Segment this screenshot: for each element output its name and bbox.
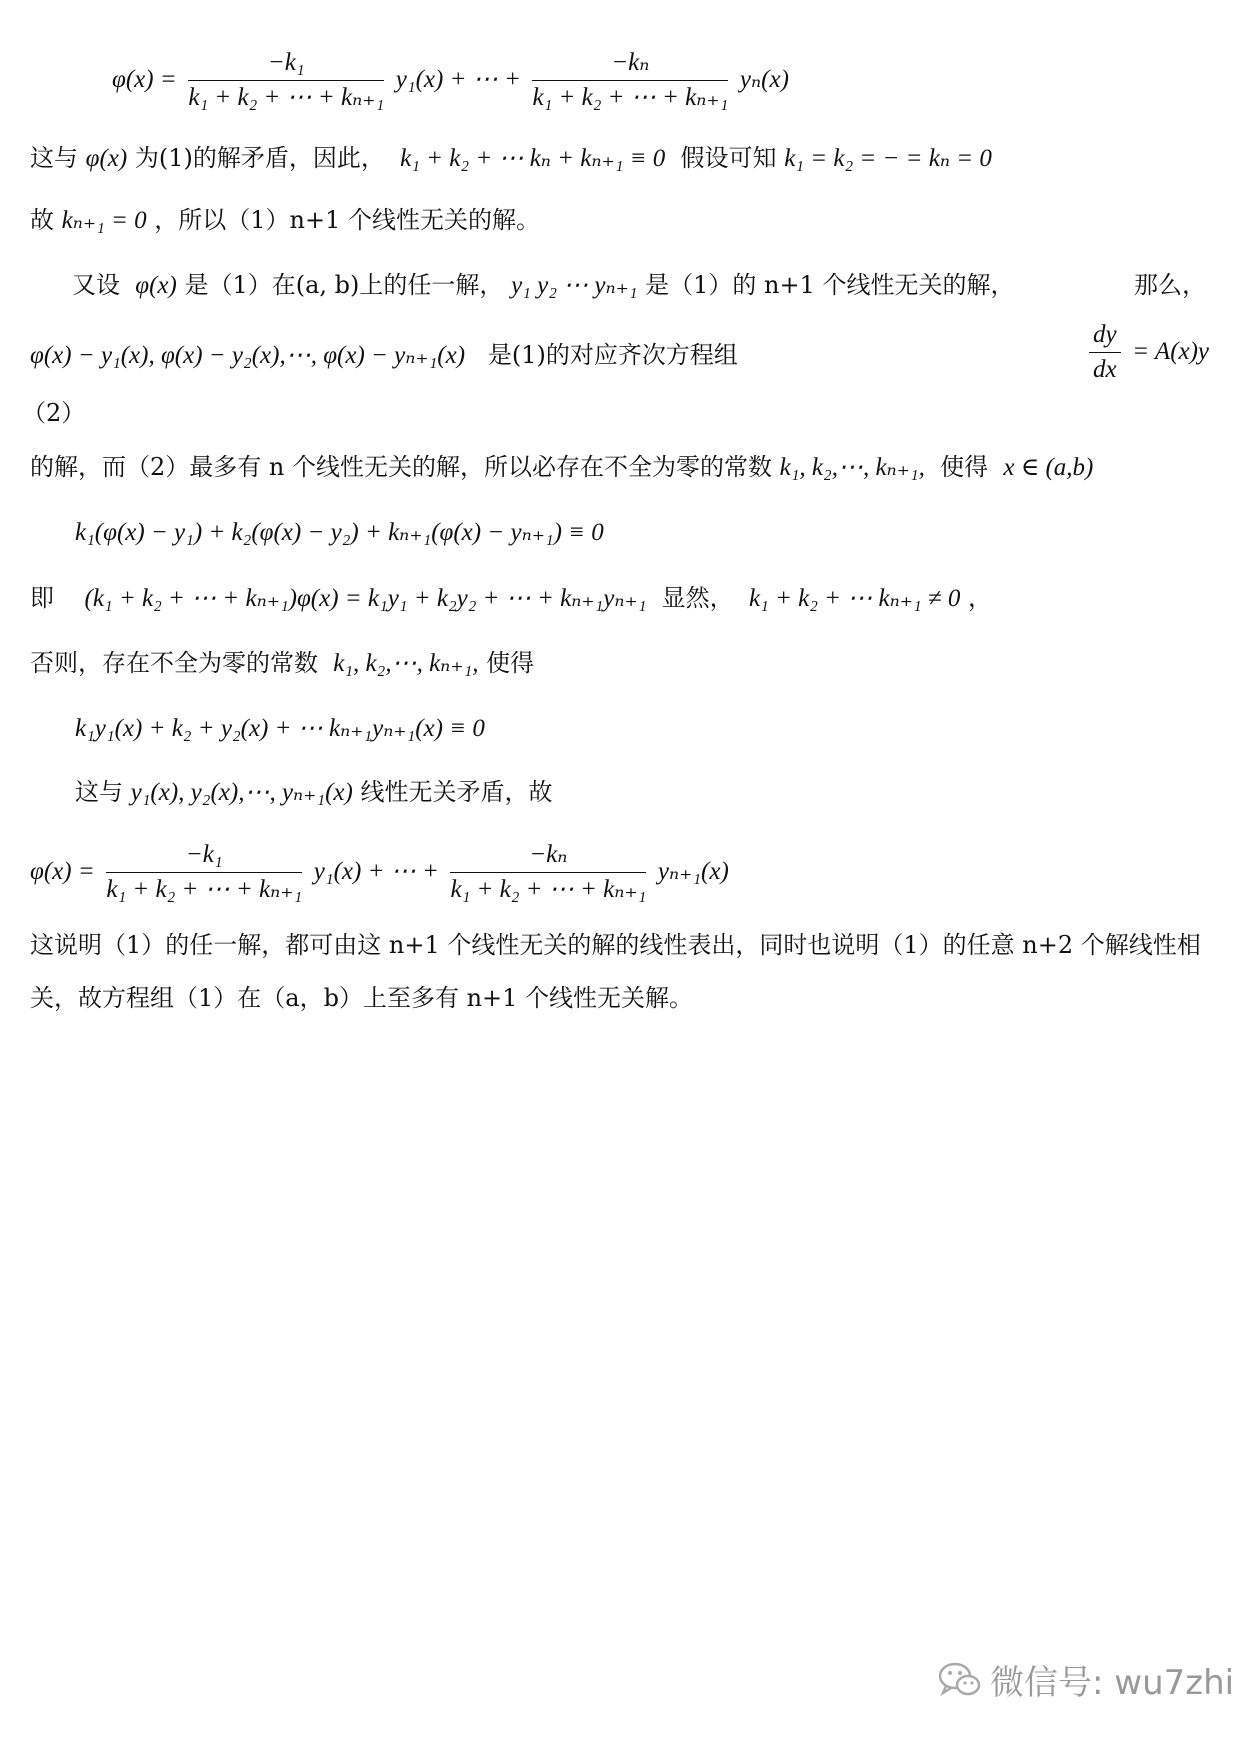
fraction-denominator: k₁ + k₂ + ⋯ + kₙ₊₁	[188, 84, 385, 111]
math: (k₁ + k₂ + ⋯ + kₙ₊₁)φ(x) = k₁y₁ + k₂y₂ + ⋯ + kₙ₊₁yₙ₊₁	[84, 585, 647, 612]
paragraph-line	[30, 340, 738, 371]
paragraph-line	[30, 583, 992, 614]
text: ，所以（1）n+1 个线性无关的解。	[154, 206, 541, 234]
paragraph-line	[30, 648, 534, 679]
math: φ(x)	[85, 145, 128, 172]
text: 线性无关矛盾，故	[360, 778, 553, 806]
fraction	[532, 48, 728, 113]
text: （2）	[22, 399, 86, 427]
text: 即	[30, 584, 54, 612]
math: kₙ₊₁ = 0	[61, 207, 147, 234]
paragraph-line	[30, 205, 540, 236]
paragraph-line	[22, 398, 85, 428]
equation-bottom	[30, 840, 729, 905]
fraction	[450, 840, 646, 905]
watermark	[938, 1655, 1234, 1704]
text: 那么，	[1134, 271, 1206, 299]
text: 使得	[486, 649, 535, 677]
fraction	[1089, 320, 1121, 385]
math: φ(x) − y₁(x), φ(x) − y₂(x),⋯, φ(x) − yₙ₊₁(x)	[30, 342, 466, 369]
paragraph-line	[30, 983, 693, 1013]
paragraph-line	[75, 777, 552, 808]
text: 这说明（1）的任一解，都可由这 n+1 个线性无关的解的线性表出，同时也说明（1）的任意 n+2 个解线性相	[30, 931, 1201, 959]
math: k₁ = k₂ = − = kₙ = 0	[784, 145, 992, 172]
math: k₁y₁(x) + k₂ + y₂(x) + ⋯ kₙ₊₁yₙ₊₁(x) ≡ 0	[75, 715, 485, 742]
fraction-denominator: k₁ + k₂ + ⋯ + kₙ₊₁	[106, 876, 303, 903]
fraction-numerator: −kₙ	[532, 48, 728, 81]
derivative-equation	[1085, 320, 1209, 385]
math: k₁(φ(x) − y₁) + k₂(φ(x) − y₂) + kₙ₊₁(φ(x) − yₙ₊₁) ≡ 0	[75, 519, 604, 546]
text: 关，故方程组（1）在（a，b）上至多有 n+1 个线性无关解。	[30, 984, 694, 1012]
text: 故	[30, 206, 54, 234]
paragraph-line	[72, 270, 1206, 301]
text: 是(1)的对应齐次方程组	[487, 341, 738, 369]
fraction-denominator: k₁ + k₂ + ⋯ + kₙ₊₁	[450, 876, 647, 903]
fraction-denominator: k₁ + k₂ + ⋯ + kₙ₊₁	[532, 84, 729, 111]
math: φ(x)	[135, 272, 177, 299]
fraction	[188, 48, 384, 113]
text: 是（1）的 n+1 个线性无关的解，	[645, 271, 1015, 299]
math: k₁ + k₂ + ⋯ kₙ + kₙ₊₁ ≡ 0	[400, 145, 666, 172]
math: y₁ y₂ ⋯ yₙ₊₁	[511, 272, 638, 299]
eq-tail: yₙ₊₁(x)	[657, 858, 729, 885]
fraction-numerator: −k₁	[188, 48, 384, 81]
text: 是（1）在(a, b)上的任一解，	[184, 271, 504, 299]
fraction-denominator: dx	[1093, 356, 1117, 383]
math: x ∈ (a,b)	[1003, 454, 1094, 481]
equation-top	[112, 48, 789, 113]
text: 的解，而（2）最多有 n 个线性无关的解，所以必存在不全为零的常数	[30, 453, 772, 481]
text: 这与	[75, 778, 123, 806]
text: 显然，	[661, 584, 734, 612]
math: k₁, k₂,⋯, kₙ₊₁,	[333, 650, 479, 677]
math: k₁, k₂,⋯, kₙ₊₁,	[779, 454, 925, 481]
fraction	[106, 840, 302, 905]
eq-tail: yₙ(x)	[739, 66, 789, 93]
fraction-numerator: −k₁	[106, 840, 302, 873]
eq-lhs: φ(x) =	[30, 858, 95, 885]
eq-middle: y₁(x) + ⋯ +	[395, 66, 521, 93]
text: 使得	[940, 453, 989, 481]
paragraph-line	[30, 452, 1093, 483]
paragraph-line	[30, 143, 992, 174]
paragraph-line	[30, 930, 1201, 960]
math: y₁(x), y₂(x),⋯, yₙ₊₁(x)	[130, 779, 353, 806]
text: 为(1)的解矛盾，因此，	[134, 144, 385, 172]
fraction-numerator: dy	[1089, 320, 1121, 353]
text: 假设可知	[680, 144, 777, 172]
fraction-numerator: −kₙ	[450, 840, 646, 873]
wechat-icon	[938, 1661, 982, 1699]
paragraph-line	[75, 713, 485, 744]
text: ，	[967, 584, 992, 612]
eq-lhs: φ(x) =	[112, 66, 177, 93]
eq-middle: y₁(x) + ⋯ +	[313, 858, 439, 885]
text: 又设	[72, 271, 120, 299]
text: 否则，存在不全为零的常数	[30, 649, 318, 677]
paragraph-line	[75, 517, 604, 548]
watermark-text: 微信号: wu7zhi	[990, 1663, 1235, 1703]
math: = A(x)y	[1132, 338, 1210, 365]
math: k₁ + k₂ + ⋯ kₙ₊₁ ≠ 0	[748, 585, 961, 612]
text: 这与	[30, 144, 78, 172]
